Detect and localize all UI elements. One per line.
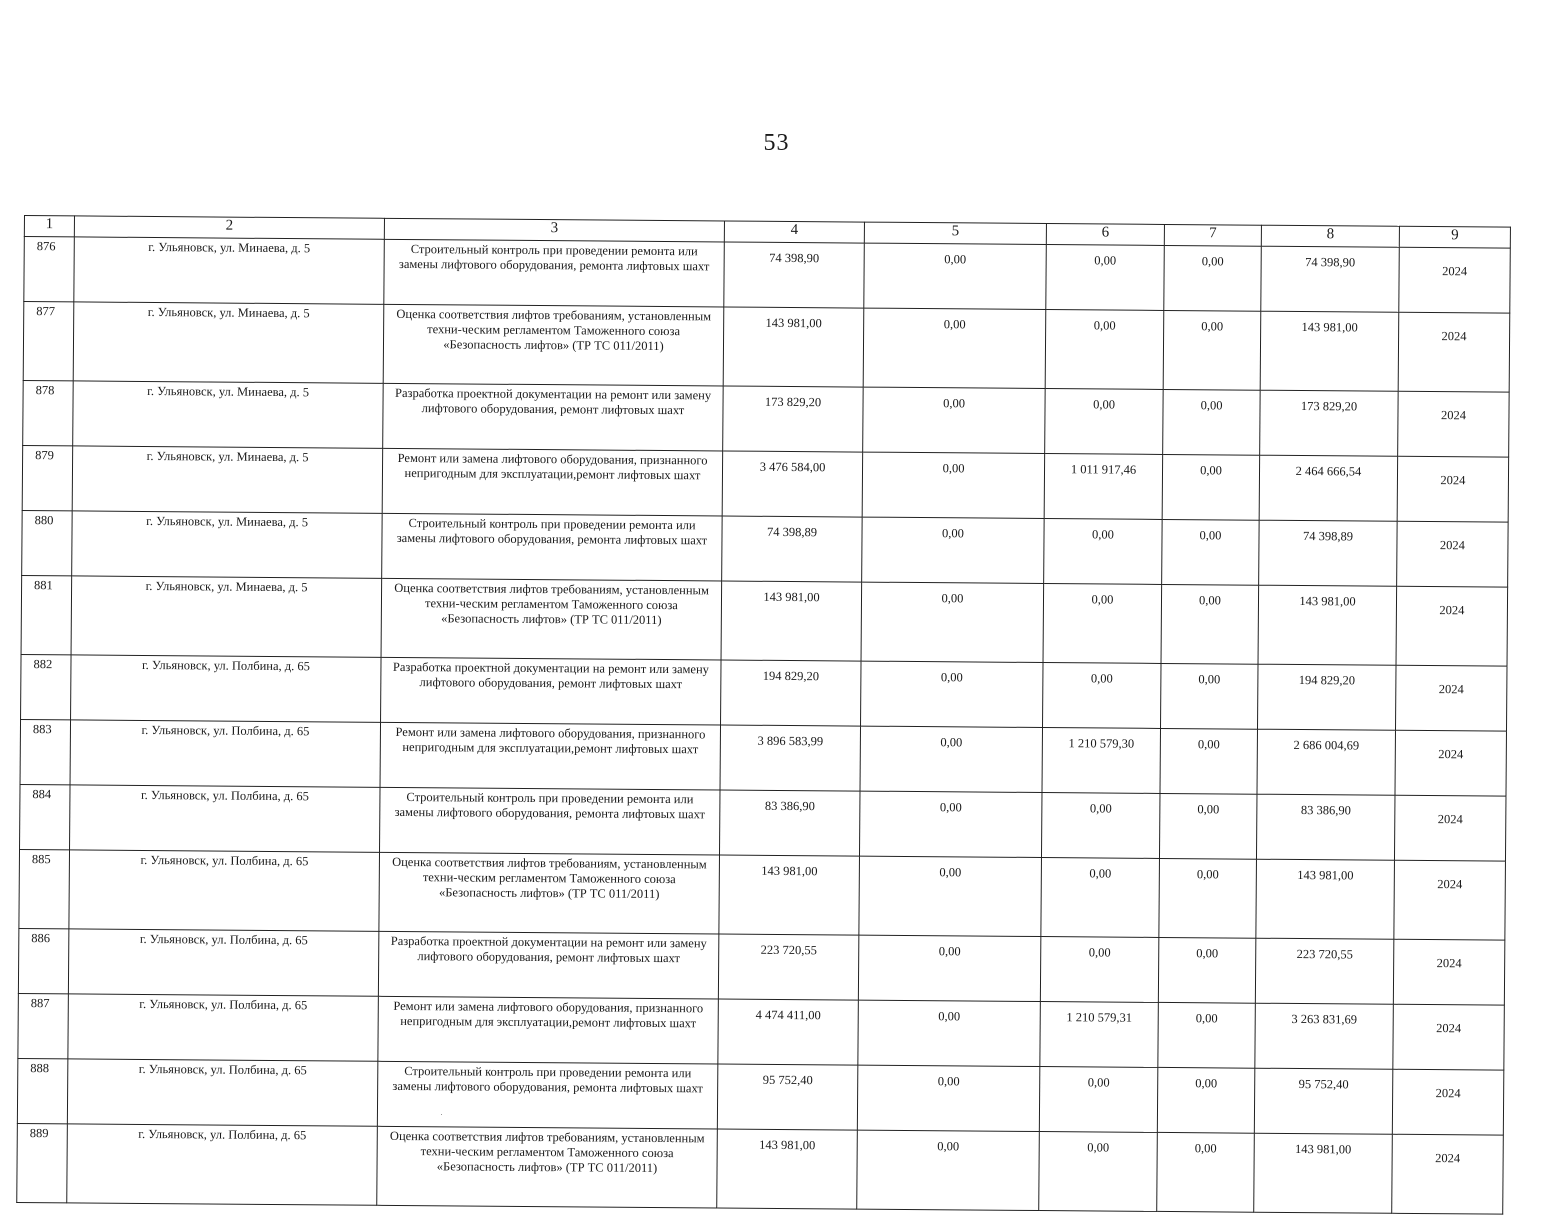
table-container <box>16 215 1510 1215</box>
row-col5-value: 0,00 <box>857 1065 1040 1131</box>
row-number: 889 <box>17 1123 68 1202</box>
row-col8-value: 143 981,00 <box>1260 311 1399 391</box>
row-work-type: Ремонт или замена лифтового оборудования, признанного непригодным для эксплуатации,ремонт лифтовых шахт <box>378 996 719 1064</box>
row-total-cost: 74 398,90 <box>724 242 865 308</box>
row-work-type: Строительный контроль при проведении ремонта или замены лифтового оборудования, ремонта лифтовых шахт <box>382 513 723 581</box>
row-col5-value: 0,00 <box>861 661 1044 727</box>
table-row <box>18 993 1504 1070</box>
row-col5-value: 0,00 <box>858 935 1041 1001</box>
table-row <box>21 575 1508 666</box>
row-col5-value: 0,00 <box>861 582 1044 662</box>
row-total-cost: 95 752,40 <box>717 1064 858 1130</box>
row-address: г. Ульяновск, ул. Минаева, д. 5 <box>71 576 382 657</box>
column-header: 8 <box>1261 225 1399 247</box>
row-col6-value: 0,00 <box>1043 584 1162 664</box>
row-number: 882 <box>21 654 72 719</box>
row-col6-value: 0,00 <box>1046 245 1165 311</box>
row-col8-value: 143 981,00 <box>1254 1133 1393 1213</box>
row-col6-value: 1 210 579,31 <box>1040 1002 1159 1068</box>
row-address: г. Ульяновск, ул. Полбина, д. 65 <box>70 720 381 787</box>
row-total-cost: 223 720,55 <box>718 934 859 1000</box>
row-col7-value: 0,00 <box>1161 663 1259 729</box>
table-row <box>17 1123 1504 1214</box>
row-col8-value: 2 686 004,69 <box>1257 729 1396 795</box>
row-col7-value: 0,00 <box>1160 728 1258 794</box>
row-col5-value: 0,00 <box>863 387 1046 453</box>
row-address: г. Ульяновск, ул. Полбина, д. 65 <box>67 1059 378 1126</box>
row-col8-value: 173 829,20 <box>1260 390 1399 456</box>
row-col7-value: 0,00 <box>1157 1067 1255 1133</box>
row-year: 2024 <box>1392 1069 1504 1135</box>
row-address: г. Ульяновск, ул. Минаева, д. 5 <box>72 511 383 578</box>
row-col5-value: 0,00 <box>864 243 1047 309</box>
row-year: 2024 <box>1396 586 1508 666</box>
row-col5-value: 0,00 <box>859 791 1042 857</box>
row-address: г. Ульяновск, ул. Полбина, д. 65 <box>68 994 379 1061</box>
column-header: 6 <box>1046 224 1164 246</box>
row-address: г. Ульяновск, ул. Минаева, д. 5 <box>73 381 384 448</box>
table-row <box>23 380 1509 457</box>
row-col6-value: 0,00 <box>1044 519 1163 585</box>
row-number: 884 <box>20 784 71 849</box>
row-work-type: Строительный контроль при проведении ремонта или замены лифтового оборудования, ремонта лифтовых шахт <box>384 239 725 307</box>
row-col7-value: 0,00 <box>1158 1002 1256 1068</box>
table-row <box>21 654 1507 731</box>
column-header: 9 <box>1399 226 1510 248</box>
row-col7-value: 0,00 <box>1164 245 1262 311</box>
row-number: 886 <box>18 928 69 993</box>
row-year: 2024 <box>1399 247 1511 313</box>
row-col8-value: 143 981,00 <box>1258 585 1397 665</box>
row-col5-value: 0,00 <box>862 517 1045 583</box>
row-work-type: Оценка соответствия лифтов требованиям, установленным техни-ческим регламентом Таможенного союза «Безопасность лифтов» (ТР ТС 011/2011) <box>383 304 724 386</box>
table-row <box>23 302 1510 393</box>
table-row <box>18 928 1504 1005</box>
row-col8-value: 223 720,55 <box>1255 938 1394 1004</box>
row-total-cost: 74 398,89 <box>722 516 863 582</box>
row-col8-value: 194 829,20 <box>1257 664 1396 730</box>
row-year: 2024 <box>1397 521 1509 587</box>
row-total-cost: 194 829,20 <box>721 660 862 726</box>
row-col8-value: 143 981,00 <box>1256 859 1395 939</box>
row-year: 2024 <box>1395 730 1507 796</box>
row-number: 880 <box>22 510 73 575</box>
row-work-type: Строительный контроль при проведении ремонта или замены лифтового оборудования, ремонта лифтовых шахт <box>377 1061 718 1129</box>
table-row <box>17 1058 1503 1135</box>
table-row <box>22 510 1508 587</box>
table-row <box>24 237 1510 314</box>
row-col6-value: 0,00 <box>1043 663 1162 729</box>
row-address: г. Ульяновск, ул. Минаева, д. 5 <box>74 237 385 304</box>
scan-speck <box>441 1114 442 1115</box>
row-address: г. Ульяновск, ул. Полбина, д. 65 <box>70 785 381 852</box>
table-row <box>19 849 1506 940</box>
row-col8-value: 3 263 831,69 <box>1255 1003 1394 1069</box>
row-col5-value: 0,00 <box>863 308 1046 388</box>
row-number: 887 <box>18 993 69 1058</box>
row-address: г. Ульяновск, ул. Минаева, д. 5 <box>73 302 384 383</box>
row-work-type: Строительный контроль при проведении ремонта или замены лифтового оборудования, ремонта лифтовых шахт <box>380 787 721 855</box>
row-year: 2024 <box>1397 456 1509 522</box>
row-col6-value: 0,00 <box>1045 310 1164 390</box>
row-total-cost: 143 981,00 <box>719 855 860 935</box>
row-col7-value: 0,00 <box>1163 310 1261 390</box>
row-address: г. Ульяновск, ул. Полбина, д. 65 <box>67 1124 378 1205</box>
row-work-type: Разработка проектной документации на ремонт или замену лифтового оборудования, ремонт лифтовых шахт <box>383 383 724 451</box>
row-work-type: Оценка соответствия лифтов требованиям, установленным техни-ческим регламентом Таможенного союза «Безопасность лифтов» (ТР ТС 011/2011) <box>377 1126 718 1208</box>
column-header: 4 <box>724 221 864 243</box>
row-address: г. Ульяновск, ул. Полбина, д. 65 <box>69 850 380 931</box>
row-col8-value: 83 386,90 <box>1256 794 1395 860</box>
row-work-type: Разработка проектной документации на ремонт или замену лифтового оборудования, ремонт лифтовых шахт <box>378 931 719 999</box>
row-number: 881 <box>21 575 72 654</box>
row-address: г. Ульяновск, ул. Минаева, д. 5 <box>72 446 383 513</box>
row-col6-value: 0,00 <box>1040 937 1159 1003</box>
row-year: 2024 <box>1394 860 1506 940</box>
row-col6-value: 0,00 <box>1039 1132 1158 1212</box>
row-total-cost: 143 981,00 <box>717 1129 858 1209</box>
row-col8-value: 2 464 666,54 <box>1259 455 1398 521</box>
column-header: 1 <box>24 216 74 237</box>
row-col7-value: 0,00 <box>1161 584 1259 664</box>
column-header: 5 <box>864 222 1046 244</box>
row-col5-value: 0,00 <box>860 726 1043 792</box>
row-col7-value: 0,00 <box>1163 389 1261 455</box>
row-number: 878 <box>23 380 74 445</box>
column-header: 3 <box>384 218 724 242</box>
row-number: 877 <box>23 302 74 381</box>
row-number: 885 <box>19 849 70 928</box>
row-total-cost: 143 981,00 <box>721 581 862 661</box>
row-col7-value: 0,00 <box>1162 454 1260 520</box>
row-total-cost: 143 981,00 <box>723 307 864 387</box>
row-total-cost: 83 386,90 <box>719 790 860 856</box>
row-col6-value: 0,00 <box>1045 389 1164 455</box>
row-total-cost: 3 896 583,99 <box>720 725 861 791</box>
column-header: 7 <box>1164 224 1261 246</box>
row-year: 2024 <box>1394 795 1506 861</box>
table-row <box>20 784 1506 861</box>
table-row <box>22 445 1508 522</box>
row-number: 876 <box>24 237 75 302</box>
row-address: г. Ульяновск, ул. Полбина, д. 65 <box>68 929 379 996</box>
table-row <box>20 719 1506 796</box>
row-col5-value: 0,00 <box>858 1000 1041 1066</box>
column-header: 2 <box>74 216 384 239</box>
row-col6-value: 0,00 <box>1041 793 1160 859</box>
row-year: 2024 <box>1398 391 1510 457</box>
row-year: 2024 <box>1393 939 1505 1005</box>
page-number: 53 <box>763 130 790 156</box>
row-col6-value: 0,00 <box>1039 1067 1158 1133</box>
row-col5-value: 0,00 <box>859 856 1042 936</box>
row-col5-value: 0,00 <box>862 452 1045 518</box>
row-col8-value: 95 752,40 <box>1254 1068 1393 1134</box>
row-col7-value: 0,00 <box>1158 937 1256 1003</box>
row-col7-value: 0,00 <box>1159 858 1257 938</box>
row-number: 883 <box>20 719 71 784</box>
row-year: 2024 <box>1398 312 1510 392</box>
row-col6-value: 1 011 917,46 <box>1044 454 1163 520</box>
row-work-type: Ремонт или замена лифтового оборудования, признанного непригодным для эксплуатации,ремонт лифтовых шахт <box>380 722 721 790</box>
row-total-cost: 173 829,20 <box>723 386 864 452</box>
row-col8-value: 74 398,89 <box>1259 520 1398 586</box>
row-number: 888 <box>17 1058 68 1123</box>
row-work-type: Оценка соответствия лифтов требованиям, установленным техни-ческим регламентом Таможенного союза «Безопасность лифтов» (ТР ТС 011/2011) <box>381 578 722 660</box>
row-work-type: Оценка соответствия лифтов требованиям, установленным техни-ческим регламентом Таможенного союза «Безопасность лифтов» (ТР ТС 011/2011) <box>379 852 720 934</box>
row-work-type: Ремонт или замена лифтового оборудования, признанного непригодным для эксплуатации,ремонт лифтовых шахт <box>382 448 723 516</box>
row-number: 879 <box>22 445 73 510</box>
row-col7-value: 0,00 <box>1162 519 1260 585</box>
works-table <box>16 215 1511 1215</box>
row-address: г. Ульяновск, ул. Полбина, д. 65 <box>71 655 382 722</box>
row-work-type: Разработка проектной документации на ремонт или замену лифтового оборудования, ремонт лифтовых шахт <box>381 657 722 725</box>
row-col6-value: 1 210 579,30 <box>1042 728 1161 794</box>
row-col5-value: 0,00 <box>857 1130 1040 1210</box>
row-col8-value: 74 398,90 <box>1261 246 1400 312</box>
row-year: 2024 <box>1392 1134 1504 1214</box>
row-col7-value: 0,00 <box>1157 1132 1255 1212</box>
row-year: 2024 <box>1393 1004 1505 1070</box>
row-year: 2024 <box>1395 665 1507 731</box>
row-col6-value: 0,00 <box>1041 858 1160 938</box>
row-total-cost: 4 474 411,00 <box>718 999 859 1065</box>
row-col7-value: 0,00 <box>1159 793 1257 859</box>
row-total-cost: 3 476 584,00 <box>722 451 863 517</box>
